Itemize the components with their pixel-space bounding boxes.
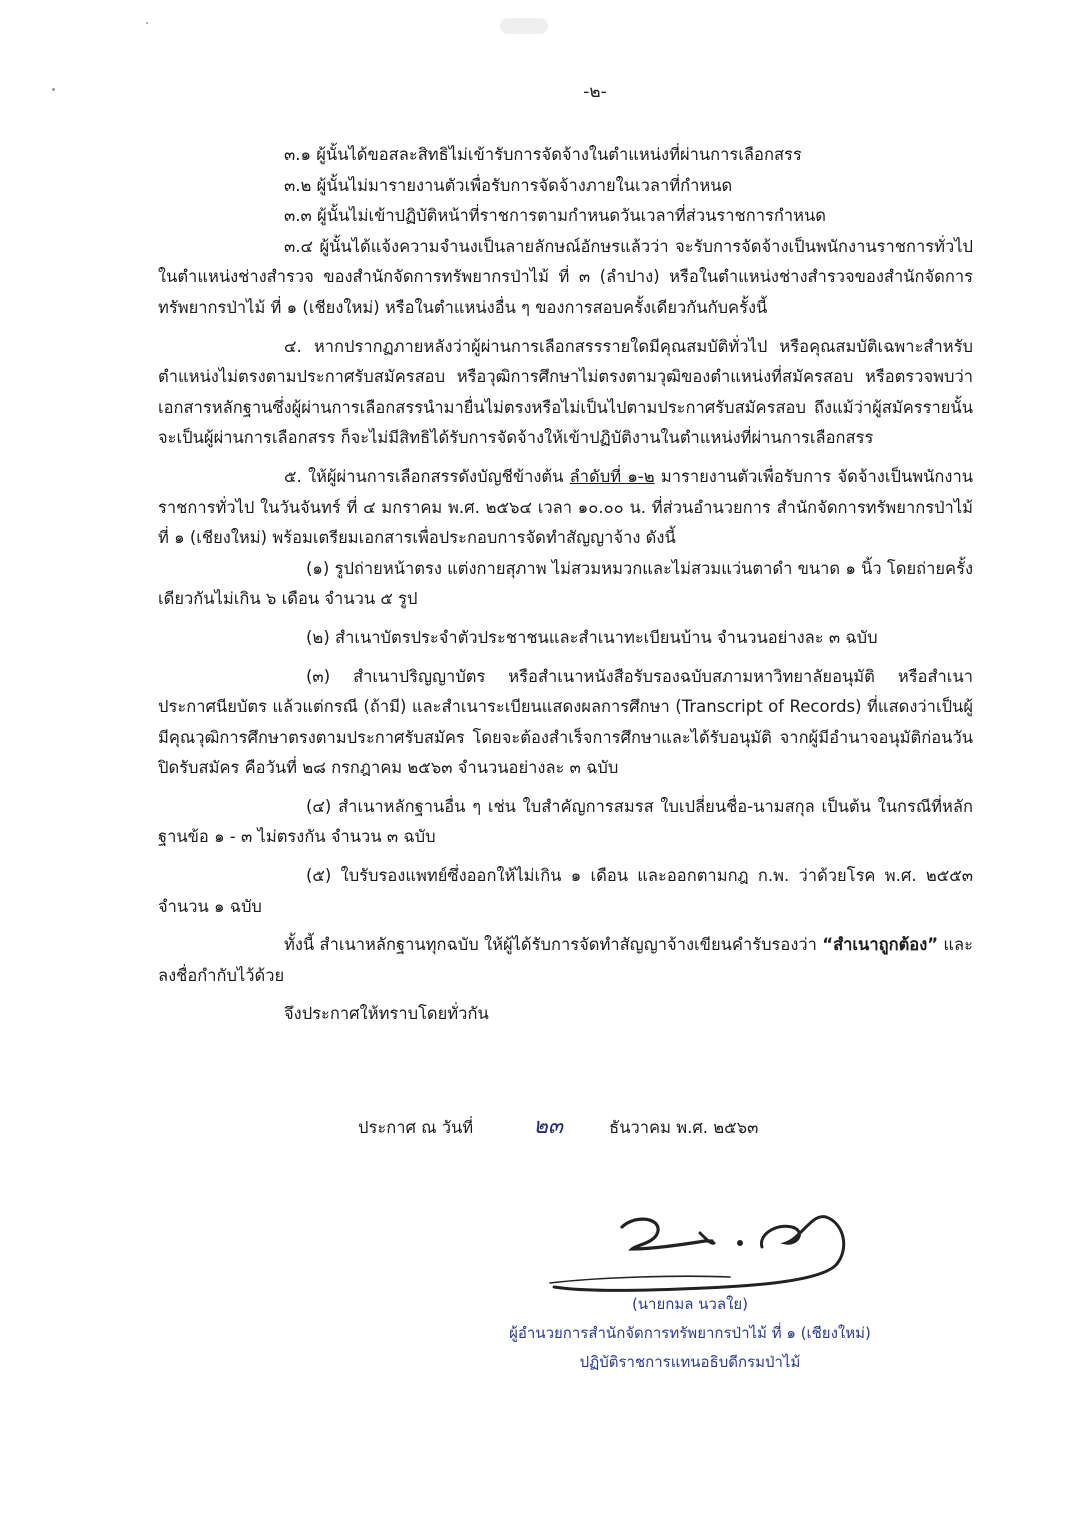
certification-note bbox=[158, 930, 973, 991]
clause-5-order-range: ลำดับที่ ๑-๒ bbox=[569, 466, 655, 486]
certification-note-lead: ทั้งนี้ สำเนาหลักฐานทุกฉบับ ให้ผู้ได้รับการจัดทำสัญญาจ้างเขียนคำรับรองว่า bbox=[284, 935, 823, 955]
announcement-date bbox=[358, 1108, 758, 1143]
clause-4: ๔. หากปรากฏภายหลังว่าผู้ผ่านการเลือกสรรรายใดมีคุณสมบัติทั่วไป หรือคุณสมบัติเฉพาะสำหรับตำแหน่งไม่ตรงตามประกาศรับสมัครสอบ หรือวุฒิการศึกษาไม่ตรงตามวุฒิของตำแหน่งที่สมัครสอบ หรือตรวจพบว่าเอกสารหลักฐานซึ่งผู้ผ่านการเลือกสรรนำมายื่นไม่ตรงหรือไม่เป็นไปตามประกาศรับสมัครสอบ ถึงแม้ว่าผู้สมัครรายนั้นจะเป็นผู้ผ่านการเลือกสรร ก็จะไม่มีสิทธิได้รับการจัดจ้างให้เข้าปฏิบัติงานในตำแหน่งที่ผ่านการเลือกสรร bbox=[158, 336, 973, 448]
clause-5-lead: ๕. ให้ผู้ผ่านการเลือกสรรดังบัญชีข้างต้น bbox=[284, 466, 564, 486]
document-item-4: (๔) สำเนาหลักฐานอื่น ๆ เช่น ใบสำคัญการสมรส ใบเปลี่ยนชื่อ-นามสกุล เป็นต้น ในกรณีที่หลักฐานข้อ ๑ - ๓ ไม่ตรงกัน จำนวน ๓ ฉบับ bbox=[158, 796, 973, 847]
handwritten-signature bbox=[540, 1205, 880, 1295]
document-item-1: (๑) รูปถ่ายหน้าตรง แต่งกายสุภาพ ไม่สวมหมวกและไม่สวมแว่นตาดำ ขนาด ๑ นิ้ว โดยถ่ายครั้งเดียวกันไม่เกิน ๖ เดือน จำนวน ๕ รูป bbox=[158, 558, 974, 609]
scan-smudge bbox=[500, 18, 548, 34]
signatory-block bbox=[470, 1290, 910, 1377]
certification-note-tail: และลงชื่อกำกับไว้ด้วย bbox=[158, 935, 974, 985]
announcement-line: จึงประกาศให้ทราบโดยทั่วกัน bbox=[284, 1004, 489, 1024]
clause-3-4: ๓.๔ ผู้นั้นได้แจ้งความจำนงเป็นลายลักษณ์อักษรแล้วว่า จะรับการจัดจ้างเป็นพนักงานราชการทั่วไป ในตำแหน่งช่างสำรวจ ของสำนักจัดการทรัพยากรป่าไม้ ที่ ๓ (ลำปาง) หรือในตำแหน่งช่างสำรวจของสำนักจัดการทรัพยากรป่าไม้ ที่ ๑ (เชียงใหม่) หรือในตำแหน่งอื่น ๆ ของการสอบครั้งเดียวกันกับครั้งนี้ bbox=[158, 236, 973, 317]
signatory-acting: ปฏิบัติราชการแทนอธิบดีกรมป่าไม้ bbox=[579, 1353, 801, 1371]
clause-3-3: ๓.๓ ผู้นั้นไม่เข้าปฏิบัติหน้าที่ราชการตามกำหนดวันเวลาที่ส่วนราชการกำหนด bbox=[284, 206, 826, 226]
signatory-name: (นายกมล นวลใย) bbox=[631, 1295, 749, 1313]
scan-speck bbox=[146, 22, 148, 24]
signatory-title: ผู้อำนวยการสำนักจัดการทรัพยากรป่าไม้ ที่ ๑ (เชียงใหม่) bbox=[509, 1324, 871, 1342]
clause-3-2: ๓.๒ ผู้นั้นไม่มารายงานตัวเพื่อรับการจัดจ้างภายในเวลาที่กำหนด bbox=[284, 175, 733, 195]
clause-5 bbox=[158, 462, 973, 554]
page-number: -๒- bbox=[583, 82, 607, 102]
clause-3-1: ๓.๑ ผู้นั้นได้ขอสละสิทธิไม่เข้ารับการจัดจ้างในตำแหน่งที่ผ่านการเลือกสรร bbox=[284, 145, 802, 164]
handwritten-day: ๒๓ bbox=[533, 1114, 563, 1139]
certified-copy-phrase: “สำเนาถูกต้อง” bbox=[822, 935, 939, 955]
date-prefix: ประกาศ ณ วันที่ bbox=[358, 1118, 474, 1137]
date-month-year: ธันวาคม พ.ศ. ๒๕๖๓ bbox=[609, 1118, 759, 1137]
document-body bbox=[158, 140, 973, 1030]
document-item-2: (๒) สำเนาบัตรประจำตัวประชาชนและสำเนาทะเบียนบ้าน จำนวนอย่างละ ๓ ฉบับ bbox=[306, 627, 878, 647]
document-item-5: (๕) ใบรับรองแพทย์ซึ่งออกให้ไม่เกิน ๑ เดือน และออกตามกฎ ก.พ. ว่าด้วยโรค พ.ศ. ๒๕๕๓ จำนวน ๑ ฉบับ bbox=[158, 866, 973, 916]
clause-5-rest: มารายงานตัวเพื่อรับการ จัดจ้างเป็นพนักงานราชการทั่วไป ในวันจันทร์ ที่ ๔ มกราคม พ.ศ. ๒๕๖๔ เวลา ๑๐.๐๐ น. ที่ส่วนอำนวยการ สำนักจัดการทรัพยากรป่าไม้ ที่ ๑ (เชียงใหม่) พร้อมเตรียมเอกสารเพื่อประกอบการจัดทำสัญญาจ้าง ดังนี้ bbox=[158, 466, 973, 548]
document-item-3: (๓) สำเนาปริญญาบัตร หรือสำเนาหนังสือรับรองฉบับสภามหาวิทยาลัยอนุมัติ หรือสำเนาประกาศนียบัตร แล้วแต่กรณี (ถ้ามี) และสำเนาระเบียนแสดงผลการศึกษา (Transcript of Records) ที่แสดงว่าเป็นผู้มีคุณวุฒิการศึกษาตรงตามประกาศรับสมัคร โดยจะต้องสำเร็จการศึกษาและได้รับอนุมัติ จากผู้มีอำนาจอนุมัติก่อนวันปิดรับสมัคร คือวันที่ ๒๘ กรกฎาคม ๒๕๖๓ จำนวนอย่างละ ๓ ฉบับ bbox=[158, 666, 973, 778]
